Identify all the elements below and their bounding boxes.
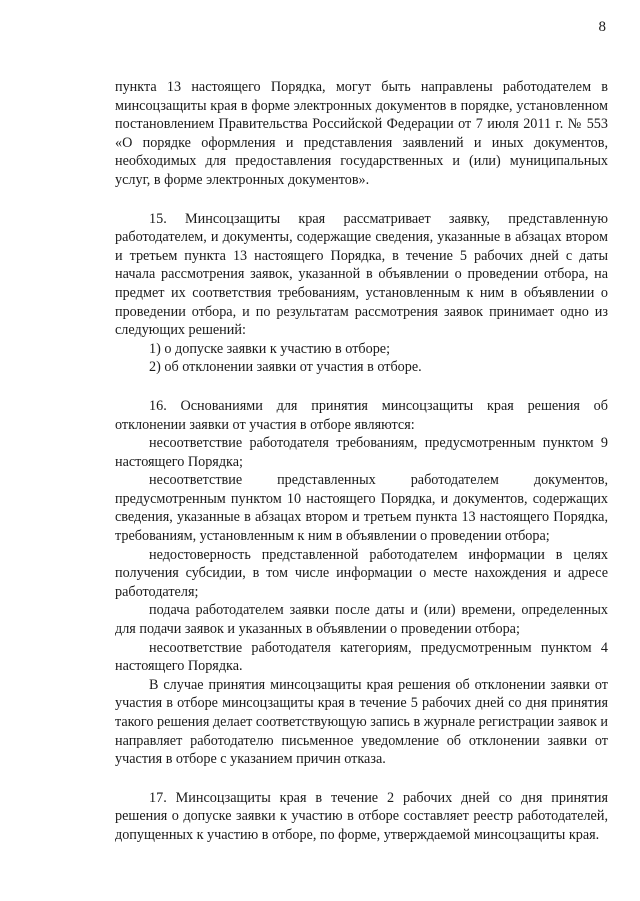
paragraph-item-15: 15. Минсоцзащиты края рассматривает заявку, представленную работодателем, и документы, содержащие сведения, указанные в абзацах втором и третьем пункта 13 настоящего Порядка, в течение 5 рабочих дней с даты начала рассмотрения заявок, указанной в объявлении о проведении отбора, на предмет их соответствия требованиям, установленным к ним в объявлении о проведении отбора, и по результатам рассмотрения заявок принимает одно из следующих решений: bbox=[115, 210, 608, 339]
paragraph-item-17: 17. Минсоцзащиты края в течение 2 рабочих дней со дня принятия решения о допуске заявки к участию в отборе составляет реестр работодателей, допущенных к участию в отборе, по форме, утверждаемой минсоцзащиты края. bbox=[115, 789, 608, 843]
rejection-notice: В случае принятия минсоцзащиты края решения об отклонении заявки от участия в отборе минсоцзащиты края в течение 5 рабочих дней со дня принятия такого решения делает соответствующую запись в журнале регистрации заявок и направляет работодателю письменное уведомление об отклонении заявки от участия в отборе с указанием причин отказа. bbox=[115, 676, 608, 768]
rejection-ground-1: несоответствие работодателя требованиям, предусмотренным пунктом 9 настоящего Порядка; bbox=[115, 435, 608, 470]
decision-option-2: 2) об отклонении заявки от участия в отборе. bbox=[149, 359, 422, 376]
paragraph-continuation: пункта 13 настоящего Порядка, могут быть направлены работодателем в минсоцзащиты края в форме электронных документов в порядке, установленном постановлением Правительства Российской Федерации от 7 июля 2011 г. № 553 «О порядке оформления и представления заявлений и иных документов, необходимых для предоставления государственных и (или) муниципальных услуг, в форме электронных документов». bbox=[115, 79, 608, 188]
page-number: 8 bbox=[598, 19, 606, 35]
document-body bbox=[115, 78, 608, 845]
rejection-ground-5: несоответствие работодателя категориям, предусмотренным пунктом 4 настоящего Порядка. bbox=[115, 639, 608, 675]
rejection-ground-4: подача работодателем заявки после даты и (или) времени, определенных для подачи заявок и указанных в объявлении о проведении отбора; bbox=[115, 602, 608, 638]
rejection-ground-3: недостоверность представленной работодателем информации в целях получения субсидии, в том числе информации о месте нахождения и адресе работодателя; bbox=[115, 546, 608, 600]
rejection-ground-2: несоответствие представленных работодателем документов, предусмотренным пунктом 10 настоящего Порядка, и документов, содержащих сведения, указанные в абзацах втором и третьем пункта 13 настоящего Порядка, требованиям, установленным к ним в объявлении о проведении отбора; bbox=[115, 472, 608, 545]
decision-option-1: 1) о допуске заявки к участию в отборе; bbox=[149, 340, 391, 357]
paragraph-item-16: 16. Основаниями для принятия минсоцзащиты края решения об отклонении заявки от участия в отборе являются: bbox=[115, 397, 608, 433]
